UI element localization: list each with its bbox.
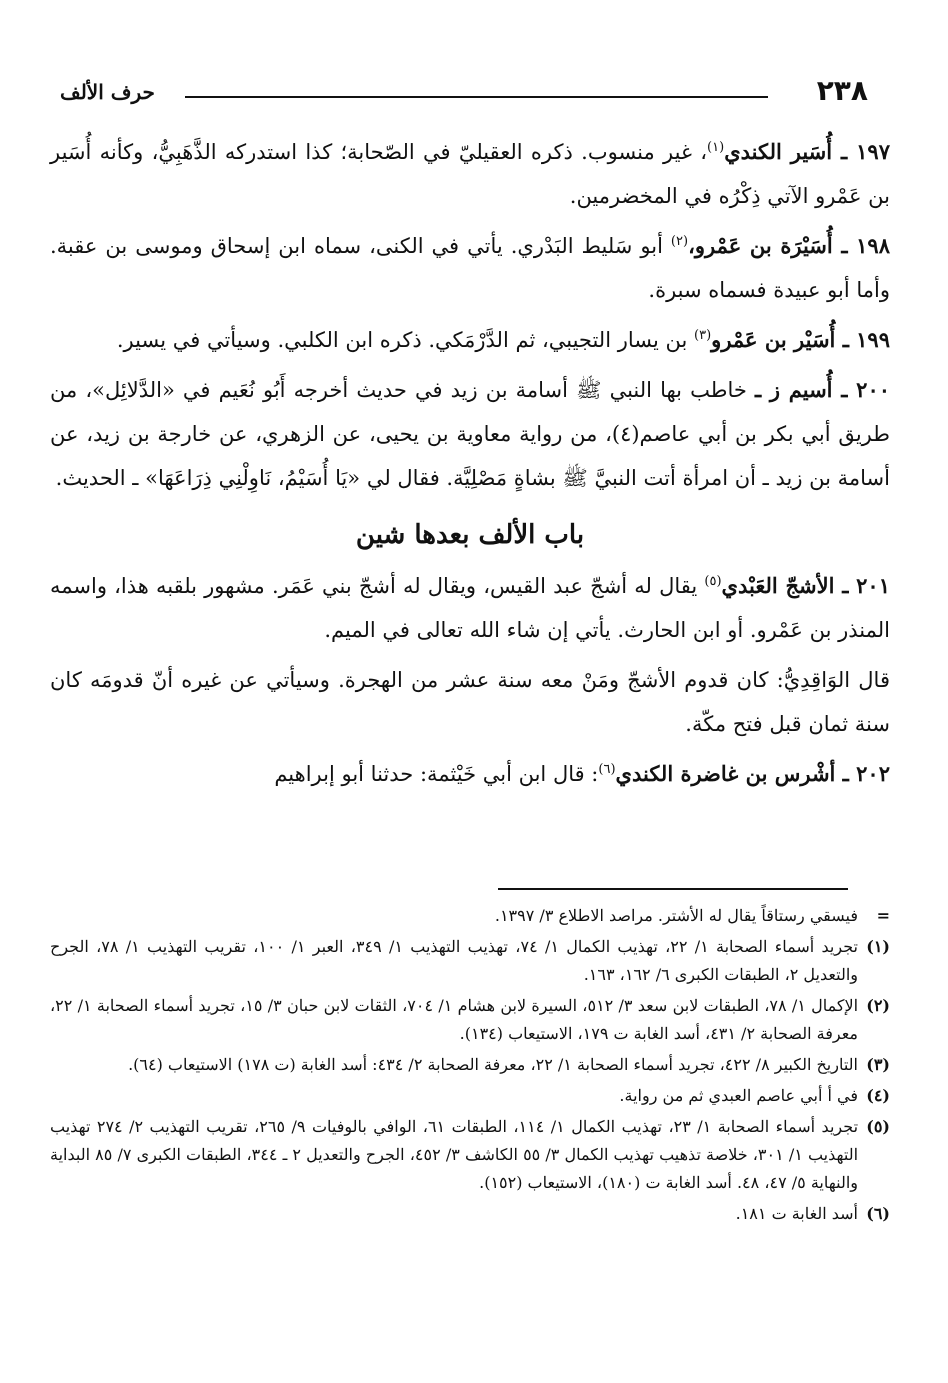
footnotes	[50, 902, 890, 1231]
entry-text: ، غير منسوب. ذكره العقيليّ في الصّحابة؛ كذا استدركه الذَّهَبِيُّ، وكأنه أُسَير بن عَمْرو الآتي ذِكْرُه في المخضرمين.	[50, 140, 890, 208]
entry-heading: ٢٠٢ ـ أشْرس بن غاضرة الكندي	[615, 761, 890, 786]
entry-heading: ٢٠٠ ـ أُسيم ز ـ	[754, 377, 891, 402]
entry-text: قال الوَاقِدِيُّ: كان قدوم الأشجّ ومَنْ معه سنة عشر من الهجرة. وسيأتي عن غيره أنّ قدومَه كان سنة ثمان قبل فتح مكّة.	[50, 668, 890, 736]
entry-197	[50, 130, 890, 218]
entry-heading: ٢٠١ ـ الأشجّ العَبْدي	[721, 573, 890, 598]
footnote-2	[50, 992, 890, 1048]
footnote-4	[50, 1082, 890, 1110]
footnote-1	[50, 933, 890, 989]
footnote-text: تجريد أسماء الصحابة ١/ ٢٣، تهذيب الكمال ١/ ١١٤، الطبقات ٦١، الوافي بالوفيات ٩/ ٢٦٥، تقريب التهذيب ٢/ ٢٧٤ تهذيب التهذيب ١/ ٣٠١، خلاصة تذهيب تهذيب الكمال ٣/ ٥٥ الكاشف ٣/ ٤٥٢، الجرح والتعديل ٢ ـ ٣٤٤، الطبقات الكبرى ٧/ ٨٥ البداية والنهاية ٥/ ٤٧، ٤٨. أسد الغابة ت (١٨٠)، الاستيعاب (١٥٢).	[50, 1117, 859, 1192]
footnote-text: فيسقي رستاقاً يقال له الأشتر. مراصد الاطلاع ٣/ ١٣٩٧.	[494, 906, 858, 925]
main-text	[50, 130, 890, 802]
paragraph-waqidi	[50, 658, 890, 746]
chapter-title: حرف الألف	[60, 80, 155, 104]
entry-text: خاطب بها النبي ﷺ أسامة بن زيد في حديث أخرجه أَبُو نُعَيم في «الدَّلائِل»، من طريق أبي بكر بن أبي عاصم(٤)، من رواية معاوية بن يحيى، عن الزهري، عن خارجة بن زيد، عن أسامة بن زيد ـ أن امرأة أتت النبيَّ ﷺ بشاةٍ مَصْلِيَّة. فقال لي «يَا أُسَيْمُ، نَاوِلْنِي ذِرَاعَهَا» ـ الحديث.	[50, 378, 890, 490]
entry-text: يقال له أشجّ عبد القيس، ويقال له أشجّ بني عَمَر. مشهور بلقبه هذا، واسمه المنذر بن عَمْرو. أو ابن الحارث. يأتي إن شاء الله تعالى في الميم.	[50, 574, 890, 642]
entry-201	[50, 564, 890, 652]
entry-199	[50, 318, 890, 362]
entry-200	[50, 368, 890, 500]
entry-heading: ١٩٨ ـ أُسَيْرَة بن عَمْرو،	[688, 233, 890, 258]
footnote-text: الإكمال ١/ ٧٨، الطبقات لابن سعد ٣/ ٥١٢، السيرة لابن هشام ١/ ٧٠٤، الثقات لابن حبان ٣/ ١٥، تجريد أسماء الصحابة ١/ ٢٢، معرفة الصحابة ٢/ ٤٣١، أسد الغابة ت ١٧٩، الاستيعاب (١٣٤).	[50, 996, 859, 1043]
footnote-text: في أ أبي عاصم العبدي ثم من رواية.	[619, 1086, 858, 1105]
entry-202	[50, 752, 890, 796]
entry-text: : قال ابن أبي خَيْثمة: حدثنا أبو إبراهيم	[274, 762, 599, 786]
footnote-ref: (٢)	[670, 234, 689, 249]
page-number: ٢٣٨	[816, 74, 868, 107]
footnote-marker: (٤)	[866, 1086, 890, 1105]
footnote-text: تجريد أسماء الصحابة ١/ ٢٢، تهذيب الكمال ١/ ٧٤، تهذيب التهذيب ١/ ٣٤٩، العبر ١/ ١٠٠، تقريب التهذيب ١/ ٧٨، الجرح والتعديل ٢، الطبقات الكبرى ٦/ ١٦٢، ١٦٣.	[50, 937, 858, 984]
entry-heading: ١٩٧ ـ أُسَير الكندي	[724, 139, 890, 164]
section-title: باب الألف بعدها شين	[355, 520, 585, 550]
entry-text: بن يسار التجيبي، ثم الدَّرْمَكي. ذكره ابن الكلبي. وسيأتي في يسير.	[116, 328, 688, 352]
footnote-text: التاريخ الكبير ٨/ ٤٢٢، تجريد أسماء الصحابة ١/ ٢٢، معرفة الصحابة ٢/ ٤٣٤: أسد الغابة (ت ١٧٨) الاستيعاب (٦٤).	[128, 1055, 858, 1074]
footnote-ref: (٥)	[704, 574, 722, 589]
footnote-separator	[498, 888, 848, 890]
footnote-5	[50, 1113, 890, 1197]
entry-198	[50, 224, 890, 312]
footnote-continued	[50, 902, 890, 930]
footnote-ref: (٦)	[598, 762, 616, 777]
footnote-3	[50, 1051, 890, 1079]
footnote-ref: (٣)	[694, 328, 712, 343]
footnote-ref: (١)	[707, 140, 725, 155]
entry-heading: ١٩٩ ـ أُسَيْر بن عَمْرو	[711, 327, 890, 352]
running-header	[60, 72, 888, 112]
footnote-marker: =	[876, 906, 890, 925]
footnote-text: أسد الغابة ت ١٨١.	[735, 1204, 858, 1223]
footnote-marker: (١)	[866, 937, 890, 956]
footnote-marker: (٥)	[866, 1117, 890, 1136]
footnote-marker: (٣)	[866, 1055, 890, 1074]
footnote-marker: (٢)	[866, 996, 890, 1015]
footnote-6	[50, 1200, 890, 1228]
entry-text: أبو سَليط البَدْري. يأتي في الكنى، سماه ابن إسحاق وموسى بن عقبة. وأما أبو عبيدة فسماه سبرة.	[50, 234, 890, 302]
header-rule	[185, 96, 768, 98]
footnote-marker: (٦)	[866, 1204, 890, 1223]
